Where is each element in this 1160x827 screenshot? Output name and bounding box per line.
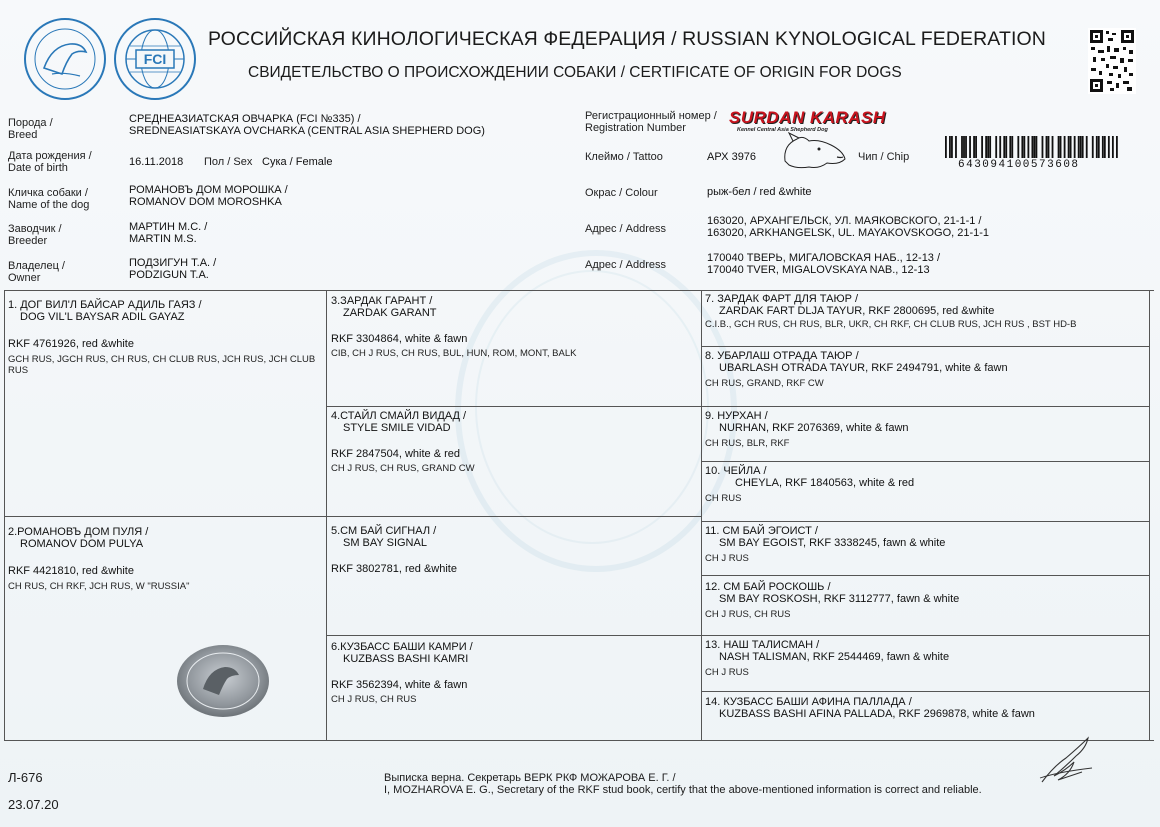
breeder-en: MARTIN M.S. [129, 233, 197, 245]
rkf-logo [22, 16, 108, 102]
ggp12-name-ru: 12. СМ БАЙ РОСКОШЬ / [705, 581, 831, 593]
owner-ru: ПОДЗИГУН Т.А. / [129, 257, 217, 269]
dam-name-en: ROMANOV DOM PULYA [20, 538, 144, 550]
ggp13-titles: CH J RUS [705, 667, 749, 678]
fci-logo-text: FCI [143, 51, 167, 67]
ggp12-titles: CH J RUS, CH RUS [705, 609, 791, 620]
gp6-titles: CH J RUS, CH RUS [331, 694, 417, 705]
ggp-10 [705, 465, 1145, 504]
sex-value: Сука / Female [262, 156, 333, 168]
pedigree-table [4, 290, 1154, 741]
ggp-8 [705, 350, 1145, 389]
ggp8-name-ru: 8. УБАРЛАШ ОТРАДА ТАЮР / [705, 350, 859, 362]
name-label-en: Name of the dog [8, 199, 90, 211]
grandparent-5 [331, 525, 696, 575]
ggp7-name-en: ZARDAK FART DLJA TAYUR, RKF 2800695, red &white [719, 305, 995, 317]
grandparent-4 [331, 410, 696, 474]
gp3-reg: RKF 3304864, white & fawn [331, 333, 468, 345]
kennel-name: SURDAN KARASH [729, 108, 886, 127]
ggp13-name-en: NASH TALISMAN, RKF 2544469, fawn & white [719, 651, 950, 663]
breeder-address-ru: 163020, АРХАНГЕЛЬСК, УЛ. МАЯКОВСКОГО, 21-1-1 / [707, 215, 982, 227]
tattoo-label: Клеймо / Tattoo [585, 151, 663, 163]
breed-value-en: SREDNEASIATSKAYA OVCHARKA (CENTRAL ASIA SHEPHERD DOG) [129, 125, 485, 137]
gp4-name-ru: 4.СТАЙЛ СМАЙЛ ВИДАД / [331, 410, 467, 422]
breed-label-en: Breed [8, 129, 38, 141]
chip-barcode [945, 136, 1118, 158]
breeder-address-label: Адрес / Address [585, 223, 667, 235]
ggp11-name-en: SM BAY EGOIST, RKF 3338245, fawn & white [719, 537, 946, 549]
ggp10-name-ru: 10. ЧЕЙЛА / [705, 465, 767, 477]
certification-ru: Выписка верна. Секретарь ВЕРК РКФ МОЖАРОВА Е. Г. / [384, 772, 676, 784]
gp4-reg: RKF 2847504, white & red [331, 448, 461, 460]
gp5-reg: RKF 3802781, red &white [331, 563, 457, 575]
gp6-name-ru: 6.КУЗБАСС БАШИ КАМРИ / [331, 641, 473, 653]
owner-en: PODZIGUN T.A. [129, 269, 209, 281]
certification-en: I, MOZHAROVA E. G., Secretary of the RKF stud book, certify that the above-mentioned information is correct and reliable. [384, 784, 982, 796]
page-subtitle: СВИДЕТЕЛЬСТВО О ПРОИСХОЖДЕНИИ СОБАКИ / CERTIFICATE OF ORIGIN FOR DOGS [248, 64, 902, 81]
breeder-label-en: Breeder [8, 235, 48, 247]
ggp9-titles: CH RUS, BLR, RKF [705, 438, 790, 449]
gp4-name-en: STYLE SMILE VIDAD [343, 422, 451, 434]
document-number: Л-676 [8, 770, 43, 785]
kennel-subtitle: Kennel Central Asia Shepherd Dog [737, 127, 828, 133]
gp3-name-ru: 3.ЗАРДАК ГАРАНТ / [331, 295, 433, 307]
dog-head-icon [779, 131, 849, 173]
owner-address-ru: 170040 ТВЕРЬ, МИГАЛОВСКАЯ НАБ., 12-13 / [707, 252, 941, 264]
colour-label: Окрас / Colour [585, 187, 658, 199]
document-date: 23.07.20 [8, 797, 59, 812]
ggp9-name-en: NURHAN, RKF 2076369, white & fawn [719, 422, 909, 434]
breeder-address-en: 163020, ARKHANGELSK, UL. MAYAKOVSKOGO, 21-1-1 [707, 227, 990, 239]
sire-name-en: DOG VIL'L BAYSAR ADIL GAYAZ [20, 311, 185, 323]
ggp-7 [705, 293, 1145, 330]
dob-label-ru: Дата рождения / [8, 150, 92, 162]
sire-cell [8, 299, 324, 376]
chip-label: Чип / Chip [858, 151, 910, 163]
gp3-name-en: ZARDAK GARANT [343, 307, 437, 319]
breed-label-ru: Порода / [8, 117, 53, 129]
fci-logo [112, 16, 198, 102]
dam-name-ru: 2.РОМАНОВЪ ДОМ ПУЛЯ / [8, 526, 149, 538]
page-title: РОССИЙСКАЯ КИНОЛОГИЧЕСКАЯ ФЕДЕРАЦИЯ / RUSSIAN KYNOLOGICAL FEDERATION [208, 28, 1046, 50]
gp5-name-ru: 5.СМ БАЙ СИГНАЛ / [331, 525, 437, 537]
breed-value-ru: СРЕДНЕАЗИАТСКАЯ ОВЧАРКА (FCI №335) / [129, 113, 361, 125]
ggp8-titles: CH RUS, GRAND, RKF CW [705, 378, 824, 389]
ggp12-name-en: SM BAY ROSKOSH, RKF 3112777, fawn & white [719, 593, 960, 605]
gp4-titles: CH J RUS, CH RUS, GRAND CW [331, 463, 475, 474]
grandparent-6 [331, 641, 696, 705]
ggp-14 [705, 696, 1145, 720]
gp5-name-en: SM BAY SIGNAL [343, 537, 427, 549]
colour-value: рыж-бел / red &white [707, 186, 812, 198]
reg-label-en: Registration Number [585, 122, 686, 134]
ggp-9 [705, 410, 1145, 449]
ggp10-name-en: CHEYLA, RKF 1840563, white & red [735, 477, 915, 489]
ggp14-name-ru: 14. КУЗБАСС БАШИ АФИНА ПАЛЛАДА / [705, 696, 912, 708]
ggp9-name-ru: 9. НУРХАН / [705, 410, 768, 422]
ggp-11 [705, 525, 1145, 564]
owner-label-en: Owner [8, 272, 41, 284]
owner-label-ru: Владелец / [8, 260, 65, 272]
ggp14-name-en: KUZBASS BASHI AFINA PALLADA, RKF 2969878, white & fawn [719, 708, 1035, 720]
signature [1036, 732, 1096, 788]
ggp7-name-ru: 7. ЗАРДАК ФАРТ ДЛЯ ТАЮР / [705, 293, 859, 305]
gp6-reg: RKF 3562394, white & fawn [331, 679, 468, 691]
sire-name-ru: 1. ДОГ ВИЛ'Л БАЙСАР АДИЛЬ ГАЯЗ / [8, 299, 202, 311]
sire-reg: RKF 4761926, red &white [8, 338, 134, 350]
ggp13-name-ru: 13. НАШ ТАЛИСМАН / [705, 639, 820, 651]
ggp8-name-en: UBARLASH OTRADA TAYUR, RKF 2494791, white & fawn [719, 362, 1008, 374]
dam-reg: RKF 4421810, red &white [8, 565, 134, 577]
owner-address-en: 170040 TVER, MIGALOVSKAYA NAB., 12-13 [707, 264, 930, 276]
owner-address-label: Адрес / Address [585, 259, 667, 271]
dog-name-ru: РОМАНОВЪ ДОМ МОРОШКА / [129, 184, 288, 196]
reg-label-ru: Регистрационный номер / [585, 110, 717, 122]
breeder-label-ru: Заводчик / [8, 223, 62, 235]
ggp-12 [705, 581, 1145, 620]
gp3-titles: CIB, CH J RUS, CH RUS, BUL, HUN, ROM, MONT, BALK [331, 348, 577, 359]
ggp11-titles: CH J RUS [705, 553, 749, 564]
sex-label: Пол / Sex [204, 156, 253, 168]
tattoo-value: АРХ 3976 [707, 151, 757, 163]
dob-value: 16.11.2018 [129, 156, 184, 168]
chip-number: 643094100573608 [958, 159, 1080, 171]
kennel-stamp [729, 108, 886, 133]
ggp10-titles: CH RUS [705, 493, 742, 504]
dog-name-en: ROMANOV DOM MOROSHKA [129, 196, 282, 208]
grandparent-3 [331, 295, 696, 359]
dob-label-en: Date of birth [8, 162, 68, 174]
ggp7-titles: C.I.B., GCH RUS, CH RUS, BLR, UKR, CH RKF, CH CLUB RUS, JCH RUS , BST HD-B [705, 319, 1077, 330]
dam-cell [8, 526, 324, 592]
sire-titles: GCH RUS, JGCH RUS, CH RUS, CH CLUB RUS, JCH RUS, JCH CLUB RUS [8, 354, 316, 376]
dam-titles: CH RUS, CH RKF, JCH RUS, W "RUSSIA" [8, 581, 190, 592]
hologram-seal [175, 643, 271, 719]
name-label-ru: Кличка собаки / [8, 187, 88, 199]
breeder-ru: МАРТИН М.С. / [129, 221, 208, 233]
qr-code [1088, 28, 1136, 94]
ggp11-name-ru: 11. СМ БАЙ ЭГОИСТ / [705, 525, 818, 537]
ggp-13 [705, 639, 1145, 678]
gp6-name-en: KUZBASS BASHI KAMRI [343, 653, 469, 665]
